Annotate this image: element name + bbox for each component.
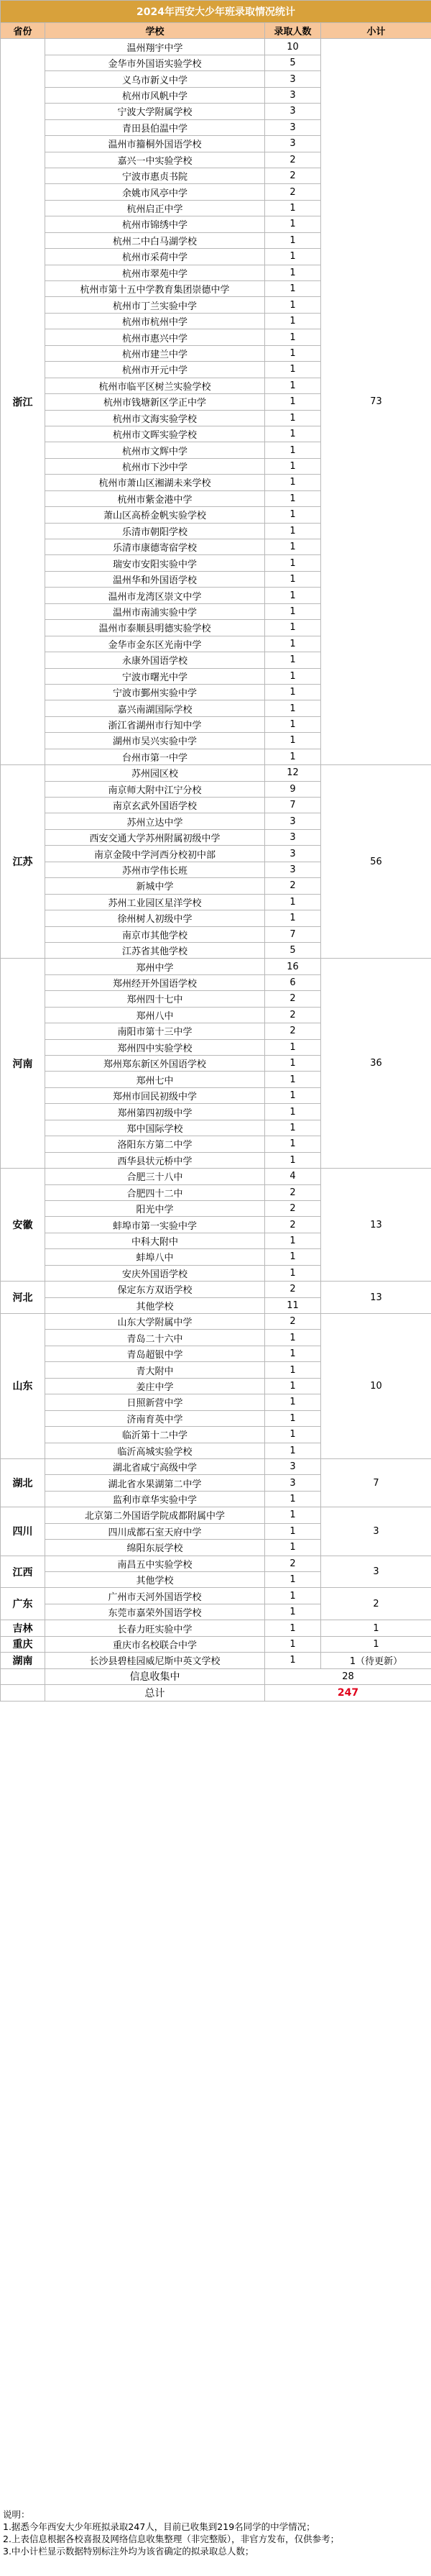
count-cell: 1 xyxy=(265,313,321,329)
school-cell: 阳光中学 xyxy=(45,1200,265,1216)
count-cell: 1 xyxy=(265,1039,321,1055)
count-cell: 1 xyxy=(265,1072,321,1087)
table-row xyxy=(1,39,431,55)
count-cell: 1 xyxy=(265,1588,321,1604)
school-cell: 温州市龙湾区崇文中学 xyxy=(45,588,265,603)
count-cell: 1 xyxy=(265,539,321,555)
header-subtotal: 小计 xyxy=(321,23,431,39)
school-cell: 合肥四十二中 xyxy=(45,1184,265,1200)
table-title: 2024年西安大少年班录取情况统计 xyxy=(1,1,431,23)
count-cell: 1 xyxy=(265,1249,321,1265)
total-value: 247 xyxy=(265,1685,431,1701)
count-cell: 1 xyxy=(265,1507,321,1523)
school-cell: 杭州市第十五中学教育集团崇德中学 xyxy=(45,281,265,297)
header-count: 录取人数 xyxy=(265,23,321,39)
count-cell: 3 xyxy=(265,87,321,103)
school-cell: 嘉兴一中实验学校 xyxy=(45,152,265,168)
table-row xyxy=(1,959,431,974)
province-cell: 江西 xyxy=(1,1556,45,1588)
empty-cell xyxy=(1,1685,45,1701)
table-row xyxy=(1,1507,431,1523)
count-cell: 1 xyxy=(265,475,321,490)
subtotal-cell: 56 xyxy=(321,765,431,959)
table-row xyxy=(1,765,431,781)
subtotal-cell: 3 xyxy=(321,1556,431,1588)
table-row xyxy=(1,1620,431,1636)
notes xyxy=(3,2508,428,2557)
count-cell: 1 xyxy=(265,426,321,442)
school-cell: 蚌埠市第一实验中学 xyxy=(45,1217,265,1233)
count-cell: 4 xyxy=(265,1169,321,1184)
school-cell: 杭州市丁兰实验中学 xyxy=(45,297,265,313)
count-cell: 1 xyxy=(265,410,321,426)
school-cell: 蚌埠八中 xyxy=(45,1249,265,1265)
school-cell: 中科大附中 xyxy=(45,1233,265,1248)
school-cell: 杭州市下沙中学 xyxy=(45,458,265,474)
school-cell: 杭州市开元中学 xyxy=(45,362,265,378)
school-cell: 浙江省湖州市行知中学 xyxy=(45,716,265,732)
count-cell: 1 xyxy=(265,490,321,506)
province-cell: 山东 xyxy=(1,1314,45,1459)
count-cell: 1 xyxy=(265,652,321,668)
province-cell: 吉林 xyxy=(1,1620,45,1636)
count-cell: 1 xyxy=(265,1572,321,1588)
count-cell: 1 xyxy=(265,733,321,749)
count-cell: 2 xyxy=(265,1314,321,1330)
count-cell: 1 xyxy=(265,1394,321,1410)
table-row xyxy=(1,1169,431,1184)
table-row xyxy=(1,1282,431,1297)
subtotal-cell: 10 xyxy=(321,1314,431,1459)
count-cell: 1 xyxy=(265,362,321,378)
school-cell: 安庆外国语学校 xyxy=(45,1265,265,1281)
count-cell: 1 xyxy=(265,555,321,571)
count-cell: 3 xyxy=(265,71,321,87)
count-cell: 1 xyxy=(265,636,321,652)
count-cell: 9 xyxy=(265,781,321,797)
province-cell: 湖北 xyxy=(1,1458,45,1507)
count-cell: 1 xyxy=(265,588,321,603)
count-cell: 1 xyxy=(265,1410,321,1426)
table-row xyxy=(1,1588,431,1604)
school-cell: 温州市南浦实验中学 xyxy=(45,603,265,619)
school-cell: 青岛超银中学 xyxy=(45,1346,265,1361)
count-cell: 7 xyxy=(265,798,321,813)
count-cell: 2 xyxy=(265,168,321,183)
count-cell: 3 xyxy=(265,829,321,845)
school-cell: 金华市外国语实验学校 xyxy=(45,55,265,70)
province-cell: 重庆 xyxy=(1,1636,45,1652)
school-cell: 其他学校 xyxy=(45,1297,265,1313)
school-cell: 杭州二中白马湖学校 xyxy=(45,232,265,248)
school-cell: 郑中国际学校 xyxy=(45,1120,265,1136)
school-cell: 青田县伯温中学 xyxy=(45,119,265,135)
school-cell: 杭州市采荷中学 xyxy=(45,249,265,265)
count-cell: 3 xyxy=(265,119,321,135)
table-row xyxy=(1,1458,431,1474)
count-cell: 2 xyxy=(265,991,321,1007)
school-cell: 郑州郑东新区外国语学校 xyxy=(45,1056,265,1072)
school-cell: 乐清市朝阳学校 xyxy=(45,523,265,539)
count-cell: 1 xyxy=(265,442,321,458)
school-cell: 南京市其他学校 xyxy=(45,926,265,942)
subtotal-cell: 1（待更新） xyxy=(321,1653,431,1668)
school-cell: 西华县状元桥中学 xyxy=(45,1152,265,1168)
count-cell: 2 xyxy=(265,878,321,894)
count-cell: 1 xyxy=(265,232,321,248)
school-cell: 余姚市风亭中学 xyxy=(45,184,265,200)
school-cell: 杭州市风帆中学 xyxy=(45,87,265,103)
count-cell: 1 xyxy=(265,1491,321,1507)
province-cell: 安徽 xyxy=(1,1169,45,1282)
school-cell: 长沙县碧桂园威尼斯中英文学校 xyxy=(45,1653,265,1668)
count-cell: 1 xyxy=(265,700,321,716)
school-cell: 杭州市紫金港中学 xyxy=(45,490,265,506)
count-cell: 1 xyxy=(265,1136,321,1152)
school-cell: 杭州市钱塘新区学正中学 xyxy=(45,394,265,410)
school-cell: 瑞安市安阳实验中学 xyxy=(45,555,265,571)
school-cell: 杭州市临平区树兰实验学校 xyxy=(45,378,265,393)
school-cell: 新城中学 xyxy=(45,878,265,894)
count-cell: 1 xyxy=(265,1087,321,1103)
school-cell: 嘉兴南湖国际学校 xyxy=(45,700,265,716)
count-cell: 5 xyxy=(265,942,321,958)
count-cell: 3 xyxy=(265,846,321,862)
count-cell: 1 xyxy=(265,749,321,764)
count-cell: 1 xyxy=(265,1120,321,1136)
count-cell: 2 xyxy=(265,1282,321,1297)
subtotal-cell: 1 xyxy=(321,1620,431,1636)
school-cell: 苏州园区校 xyxy=(45,765,265,781)
school-cell: 绵阳东辰学校 xyxy=(45,1540,265,1556)
school-cell: 义乌市新义中学 xyxy=(45,71,265,87)
school-cell: 温州市籀桐外国语学校 xyxy=(45,136,265,152)
school-cell: 南京金陵中学河西分校初中部 xyxy=(45,846,265,862)
school-cell: 郑州市回民初级中学 xyxy=(45,1087,265,1103)
school-cell: 苏州工业园区星洋学校 xyxy=(45,894,265,910)
school-cell: 湖北省咸宁高级中学 xyxy=(45,1458,265,1474)
count-cell: 2 xyxy=(265,1217,321,1233)
count-cell: 1 xyxy=(265,1523,321,1539)
count-cell: 5 xyxy=(265,55,321,70)
count-cell: 3 xyxy=(265,1458,321,1474)
count-cell: 1 xyxy=(265,1540,321,1556)
school-cell: 青岛二十六中 xyxy=(45,1330,265,1346)
school-cell: 济南育英中学 xyxy=(45,1410,265,1426)
count-cell: 1 xyxy=(265,1265,321,1281)
empty-cell xyxy=(1,1668,45,1684)
header-school: 学校 xyxy=(45,23,265,39)
school-cell: 宁波市惠贞书院 xyxy=(45,168,265,183)
count-cell: 7 xyxy=(265,926,321,942)
school-cell: 长春力旺实验中学 xyxy=(45,1620,265,1636)
count-cell: 1 xyxy=(265,265,321,280)
count-cell: 1 xyxy=(265,345,321,361)
school-cell: 宁波大学附属学校 xyxy=(45,104,265,119)
school-cell: 西安交通大学苏州附属初级中学 xyxy=(45,829,265,845)
province-cell: 河南 xyxy=(1,959,45,1169)
school-cell: 临沂高城实验学校 xyxy=(45,1443,265,1458)
table-row xyxy=(1,1636,431,1652)
school-cell: 南昌五中实验学校 xyxy=(45,1556,265,1571)
school-cell: 合肥三十八中 xyxy=(45,1169,265,1184)
school-cell: 郑州经开外国语学校 xyxy=(45,974,265,990)
table-row xyxy=(1,1556,431,1571)
school-cell: 保定东方双语学校 xyxy=(45,1282,265,1297)
count-cell: 3 xyxy=(265,813,321,829)
count-cell: 1 xyxy=(265,523,321,539)
count-cell: 3 xyxy=(265,862,321,877)
count-cell: 1 xyxy=(265,1233,321,1248)
subtotal-cell: 13 xyxy=(321,1282,431,1314)
count-cell: 16 xyxy=(265,959,321,974)
count-cell: 1 xyxy=(265,1056,321,1072)
count-cell: 1 xyxy=(265,1653,321,1668)
school-cell: 萧山区高桥金帆实验学校 xyxy=(45,507,265,523)
school-cell: 广州市天河外国语学校 xyxy=(45,1588,265,1604)
province-cell: 广东 xyxy=(1,1588,45,1620)
school-cell: 温州市泰顺县明德实验学校 xyxy=(45,620,265,636)
school-cell: 江苏省其他学校 xyxy=(45,942,265,958)
count-cell: 1 xyxy=(265,1620,321,1636)
school-cell: 四川成都石室天府中学 xyxy=(45,1523,265,1539)
school-cell: 监利市章华实验中学 xyxy=(45,1491,265,1507)
count-cell: 1 xyxy=(265,378,321,393)
count-cell: 1 xyxy=(265,458,321,474)
school-cell: 郑州七中 xyxy=(45,1072,265,1087)
count-cell: 1 xyxy=(265,1104,321,1120)
province-cell: 湖南 xyxy=(1,1653,45,1668)
count-cell: 1 xyxy=(265,571,321,587)
count-cell: 1 xyxy=(265,684,321,700)
count-cell: 1 xyxy=(265,1443,321,1458)
count-cell: 2 xyxy=(265,1184,321,1200)
count-cell: 2 xyxy=(265,1023,321,1039)
school-cell: 山东大学附属中学 xyxy=(45,1314,265,1330)
subtotal-cell: 7 xyxy=(321,1458,431,1507)
count-cell: 3 xyxy=(265,104,321,119)
note-line: 2.上表信息根据各校喜报及网络信息收集整理（非完整版），非官方发布，仅供参考； xyxy=(3,2534,340,2544)
count-cell: 1 xyxy=(265,394,321,410)
count-cell: 1 xyxy=(265,1636,321,1652)
school-cell: 徐州树人初级中学 xyxy=(45,910,265,926)
count-cell: 2 xyxy=(265,1200,321,1216)
count-cell: 2 xyxy=(265,184,321,200)
count-cell: 1 xyxy=(265,668,321,684)
count-cell: 1 xyxy=(265,1346,321,1361)
school-cell: 东莞市嘉荣外国语学校 xyxy=(45,1604,265,1620)
school-cell: 重庆市名校联合中学 xyxy=(45,1636,265,1652)
count-cell: 1 xyxy=(265,603,321,619)
school-cell: 杭州市惠兴中学 xyxy=(45,329,265,345)
school-cell: 杭州市杭州中学 xyxy=(45,313,265,329)
province-cell: 浙江 xyxy=(1,39,45,765)
subtotal-cell: 3 xyxy=(321,1507,431,1556)
subtotal-cell: 36 xyxy=(321,959,431,1169)
school-cell: 郑州八中 xyxy=(45,1007,265,1023)
school-cell: 杭州市萧山区湘湖未来学校 xyxy=(45,475,265,490)
school-cell: 郑州四中实验学校 xyxy=(45,1039,265,1055)
count-cell: 2 xyxy=(265,152,321,168)
school-cell: 湖北省水果湖第二中学 xyxy=(45,1475,265,1491)
count-cell: 3 xyxy=(265,1475,321,1491)
school-cell: 苏州立达中学 xyxy=(45,813,265,829)
count-cell: 2 xyxy=(265,1007,321,1023)
school-cell: 乐清市康德寄宿学校 xyxy=(45,539,265,555)
school-cell: 南京师大附中江宁分校 xyxy=(45,781,265,797)
school-cell: 永康外国语学校 xyxy=(45,652,265,668)
count-cell: 2 xyxy=(265,1556,321,1571)
count-cell: 12 xyxy=(265,765,321,781)
school-cell: 金华市金东区光南中学 xyxy=(45,636,265,652)
school-cell: 宁波市曙光中学 xyxy=(45,668,265,684)
count-cell: 1 xyxy=(265,1362,321,1378)
count-cell: 1 xyxy=(265,297,321,313)
school-cell: 其他学校 xyxy=(45,1572,265,1588)
table-row xyxy=(1,1314,431,1330)
count-cell: 3 xyxy=(265,136,321,152)
subtotal-cell: 73 xyxy=(321,39,431,765)
school-cell: 苏州市学伟长班 xyxy=(45,862,265,877)
school-cell: 北京第二外国语学院成都附属中学 xyxy=(45,1507,265,1523)
school-cell: 临沂第十二中学 xyxy=(45,1427,265,1443)
school-cell: 郑州第四初级中学 xyxy=(45,1104,265,1120)
school-cell: 洛阳东方第二中学 xyxy=(45,1136,265,1152)
count-cell: 1 xyxy=(265,1330,321,1346)
count-cell: 10 xyxy=(265,39,321,55)
count-cell: 1 xyxy=(265,216,321,232)
count-cell: 1 xyxy=(265,894,321,910)
header-province: 省份 xyxy=(1,23,45,39)
count-cell: 1 xyxy=(265,1378,321,1394)
count-cell: 1 xyxy=(265,329,321,345)
total-label: 总计 xyxy=(45,1685,265,1701)
school-cell: 杭州市建兰中学 xyxy=(45,345,265,361)
school-cell: 杭州市文海实验学校 xyxy=(45,410,265,426)
school-cell: 杭州市文辉中学 xyxy=(45,442,265,458)
school-cell: 杭州市锦绣中学 xyxy=(45,216,265,232)
subtotal-cell: 13 xyxy=(321,1169,431,1282)
school-cell: 杭州市文晖实验学校 xyxy=(45,426,265,442)
school-cell: 南阳市第十三中学 xyxy=(45,1023,265,1039)
school-cell: 宁波市鄞州实验中学 xyxy=(45,684,265,700)
province-cell: 四川 xyxy=(1,1507,45,1556)
notes-heading: 说明： xyxy=(3,2509,30,2520)
school-cell: 日照新营中学 xyxy=(45,1394,265,1410)
count-cell: 1 xyxy=(265,1427,321,1443)
school-cell: 郑州中学 xyxy=(45,959,265,974)
province-cell: 河北 xyxy=(1,1282,45,1314)
count-cell: 1 xyxy=(265,281,321,297)
school-cell: 台州市第一中学 xyxy=(45,749,265,764)
school-cell: 温州华和外国语学校 xyxy=(45,571,265,587)
count-cell: 1 xyxy=(265,507,321,523)
total-row xyxy=(1,1685,431,1701)
school-cell: 杭州市翠苑中学 xyxy=(45,265,265,280)
count-cell: 1 xyxy=(265,200,321,216)
note-line: 1.据悉今年西安大少年班拟录取247人，目前已收集到219名同学的中学情况； xyxy=(3,2521,315,2532)
count-cell: 1 xyxy=(265,910,321,926)
school-cell: 郑州四十七中 xyxy=(45,991,265,1007)
count-cell: 1 xyxy=(265,1152,321,1168)
school-cell: 杭州启正中学 xyxy=(45,200,265,216)
school-cell: 姜庄中学 xyxy=(45,1378,265,1394)
subtotal-cell: 1 xyxy=(321,1636,431,1652)
school-cell: 湖州市吴兴实验中学 xyxy=(45,733,265,749)
info-row xyxy=(1,1668,431,1684)
table-row xyxy=(1,1653,431,1668)
count-cell: 1 xyxy=(265,1604,321,1620)
count-cell: 1 xyxy=(265,716,321,732)
count-cell: 1 xyxy=(265,249,321,265)
province-cell: 江苏 xyxy=(1,765,45,959)
count-cell: 11 xyxy=(265,1297,321,1313)
count-cell: 1 xyxy=(265,620,321,636)
subtotal-cell: 2 xyxy=(321,1588,431,1620)
count-cell: 6 xyxy=(265,974,321,990)
info-value: 28 xyxy=(265,1668,431,1684)
school-cell: 青大附中 xyxy=(45,1362,265,1378)
school-cell: 南京玄武外国语学校 xyxy=(45,798,265,813)
school-cell: 温州翔宇中学 xyxy=(45,39,265,55)
info-label: 信息收集中 xyxy=(45,1668,265,1684)
note-line: 3.中小计栏显示数据特别标注外均为该省确定的拟录取总人数； xyxy=(3,2546,254,2557)
